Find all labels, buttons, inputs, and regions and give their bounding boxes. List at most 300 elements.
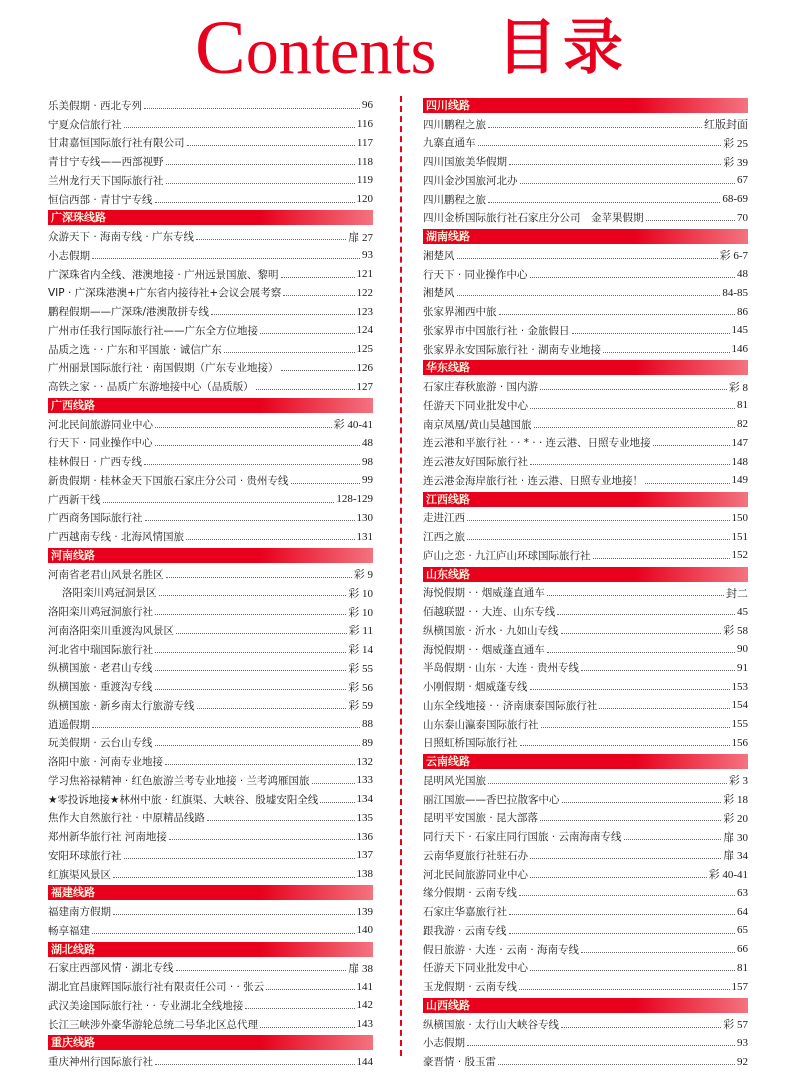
dot-leader xyxy=(144,108,360,109)
toc-entry[interactable] xyxy=(423,584,748,603)
toc-entry[interactable] xyxy=(423,659,748,678)
toc-entry[interactable] xyxy=(48,902,373,921)
dot-leader xyxy=(547,595,724,596)
entry-page: 70 xyxy=(737,211,748,224)
toc-entry[interactable] xyxy=(423,246,748,265)
toc-entry[interactable] xyxy=(423,865,748,884)
entry-title: 河北民间旅游同业中心 xyxy=(48,418,153,431)
dot-leader xyxy=(260,333,355,334)
section-header xyxy=(48,546,373,565)
entry-page: 92 xyxy=(737,1055,748,1068)
toc-entry[interactable] xyxy=(423,265,748,284)
toc-entry[interactable] xyxy=(48,490,373,509)
entry-title: 郑州新华旅行社 河南地接 xyxy=(48,831,167,844)
toc-entry[interactable] xyxy=(423,959,748,978)
toc-entry[interactable] xyxy=(423,809,748,828)
toc-entry[interactable] xyxy=(48,96,373,115)
dot-leader xyxy=(186,539,354,540)
entry-page: 彩 55 xyxy=(348,662,373,675)
section-header xyxy=(48,940,373,959)
entry-page: 彩 39 xyxy=(723,156,748,169)
toc-entry[interactable] xyxy=(423,134,748,153)
toc-entry[interactable] xyxy=(48,584,373,603)
toc-entry[interactable] xyxy=(423,602,748,621)
dot-leader xyxy=(457,295,721,296)
dot-leader xyxy=(145,520,355,521)
toc-entry[interactable] xyxy=(48,696,373,715)
section-header xyxy=(423,359,748,378)
toc-entry[interactable] xyxy=(48,265,373,284)
dot-leader xyxy=(266,989,354,990)
entry-page: 彩 9 xyxy=(353,569,373,582)
entry-title: 行天下 · 同业操作中心 xyxy=(48,437,153,450)
entry-title: 张家界永安国际旅行社 · 湖南专业地接 xyxy=(423,343,602,356)
toc-entry[interactable] xyxy=(423,546,748,565)
section-title: 湖南线路 xyxy=(423,229,748,244)
dot-leader xyxy=(488,127,702,128)
dot-leader xyxy=(155,1064,355,1065)
dot-leader xyxy=(581,952,735,953)
toc-entry[interactable] xyxy=(48,1015,373,1034)
toc-entry[interactable] xyxy=(423,790,748,809)
entry-title: 连云港和平旅行社 · · * · · 连云港、日照专业地接 xyxy=(423,437,651,450)
entry-title: 山东全线地接 · · 济南康泰国际旅行社 xyxy=(423,699,598,712)
dot-leader xyxy=(557,614,735,615)
section-header xyxy=(48,396,373,415)
dot-leader xyxy=(124,127,355,128)
entry-title: 鹏程假期——广深珠/港澳散拼专线 xyxy=(48,306,210,319)
toc-entry[interactable] xyxy=(48,827,373,846)
entry-page: 彩 40-41 xyxy=(708,869,748,882)
entry-page: 131 xyxy=(356,530,373,543)
entry-title: 半岛假期 · 山东 · 大连 · 贵州专线 xyxy=(423,662,580,675)
dot-leader xyxy=(155,745,360,746)
entry-title: 高铁之家 · · 品质广东游地接中心（品质版） xyxy=(48,381,254,394)
dot-leader xyxy=(155,652,346,653)
toc-entry[interactable] xyxy=(48,677,373,696)
entry-page: 96 xyxy=(362,99,373,112)
toc-entry[interactable] xyxy=(48,659,373,678)
toc-entry[interactable] xyxy=(423,471,748,490)
entry-title: ★零投诉地接★林州中旅 · 红旗渠、大峡谷、殷墟安阳全线 xyxy=(48,793,319,806)
page-header xyxy=(0,0,800,92)
dot-leader xyxy=(645,483,729,484)
dot-leader xyxy=(124,858,355,859)
entry-title: 石家庄华嘉旅行社 xyxy=(423,906,507,919)
title-chinese: 目录 xyxy=(497,13,629,83)
entry-page: 彩 10 xyxy=(348,606,373,619)
entry-page: 彩 8 xyxy=(728,381,748,394)
dot-leader xyxy=(196,239,346,240)
dot-leader xyxy=(530,970,735,971)
toc-entry[interactable] xyxy=(48,565,373,584)
toc-entry[interactable] xyxy=(423,115,748,134)
section-title: 云南线路 xyxy=(423,754,748,769)
entry-title: 重庆神州行国际旅行社 xyxy=(48,1056,153,1069)
section-header xyxy=(423,227,748,246)
section-header xyxy=(423,752,748,771)
entry-title: 同行天下 · 石家庄同行国旅 · 云南海南专线 xyxy=(423,831,622,844)
entry-page: 156 xyxy=(731,736,748,749)
entry-page: 彩 3 xyxy=(728,775,748,788)
entry-page: 143 xyxy=(356,1018,373,1031)
dot-leader xyxy=(113,877,355,878)
entry-title: 纵横国旅 · 新乡南太行旅游专线 xyxy=(48,699,195,712)
toc-entry[interactable] xyxy=(48,527,373,546)
toc-entry[interactable] xyxy=(48,302,373,321)
toc-entry[interactable] xyxy=(423,209,748,228)
toc-entry[interactable] xyxy=(48,846,373,865)
entry-page: 彩 20 xyxy=(723,812,748,825)
dot-leader xyxy=(291,483,360,484)
toc-entry[interactable] xyxy=(48,152,373,171)
dot-leader xyxy=(467,520,730,521)
toc-entry[interactable] xyxy=(48,809,373,828)
section-title: 四川线路 xyxy=(423,98,748,113)
toc-entry[interactable] xyxy=(423,884,748,903)
entry-title: 恒信西部 · 青甘宁专线 xyxy=(48,193,153,206)
entry-title: 广西越南专线 · 北海风情国旅 xyxy=(48,531,185,544)
section-title: 重庆线路 xyxy=(48,1035,373,1050)
entry-title: 南京凤凰/黄山昊越国旅 xyxy=(423,418,532,431)
entry-title: 乐美假期 · 西北专列 xyxy=(48,99,143,112)
dot-leader xyxy=(530,277,735,278)
toc-entry[interactable] xyxy=(48,434,373,453)
entry-page: 81 xyxy=(737,961,748,974)
entry-title: 张家界湘西中旅 xyxy=(423,306,497,319)
toc-entry[interactable] xyxy=(423,190,748,209)
entry-page: 153 xyxy=(731,680,748,693)
toc-entry[interactable] xyxy=(423,734,748,753)
entry-page: 121 xyxy=(356,268,373,281)
entry-title: 九寨直通车 xyxy=(423,137,476,150)
entry-title: 缘分假期 · 云南专线 xyxy=(423,887,518,900)
toc-entry[interactable] xyxy=(48,190,373,209)
toc-entry[interactable] xyxy=(423,621,748,640)
toc-entry[interactable] xyxy=(423,921,748,940)
entry-page: 彩 56 xyxy=(348,681,373,694)
toc-entry[interactable] xyxy=(423,171,748,190)
entry-page: 98 xyxy=(362,455,373,468)
entry-page: 137 xyxy=(356,849,373,862)
toc-entry[interactable] xyxy=(423,152,748,171)
entry-page: 157 xyxy=(731,980,748,993)
toc-entry[interactable] xyxy=(48,321,373,340)
entry-page: 119 xyxy=(356,174,373,187)
dot-leader xyxy=(166,164,355,165)
section-title: 华东线路 xyxy=(423,360,748,375)
toc-entry[interactable] xyxy=(48,602,373,621)
toc-entry[interactable] xyxy=(48,921,373,940)
entry-title: 纵横国旅 · 沂水 · 九如山专线 xyxy=(423,624,559,637)
section-title: 福建线路 xyxy=(48,885,373,900)
section-header xyxy=(48,884,373,903)
dot-leader xyxy=(245,1008,354,1009)
entry-title: 石家庄春秋旅游 · 国内游 xyxy=(423,381,539,394)
toc-entry[interactable] xyxy=(423,340,748,359)
entry-title: 湘楚风 xyxy=(423,287,455,300)
entry-title: 佰越联盟 · · 大连、山东专线 xyxy=(423,606,556,619)
toc-entry[interactable] xyxy=(423,377,748,396)
section-title: 江西线路 xyxy=(423,492,748,507)
dot-leader xyxy=(653,445,730,446)
dot-leader xyxy=(530,689,730,690)
entry-page: 150 xyxy=(731,511,748,524)
entry-page: 彩 59 xyxy=(348,700,373,713)
toc-entry[interactable] xyxy=(48,284,373,303)
dot-leader xyxy=(498,1064,735,1065)
entry-title: 焦作大自然旅行社 · 中原精品线路 xyxy=(48,812,206,825)
dot-leader xyxy=(155,445,360,446)
entry-title: 任游天下同业批发中心 xyxy=(423,962,528,975)
entry-title: 纵横国旅 · 太行山大峡谷专线 xyxy=(423,1018,560,1031)
dot-leader xyxy=(520,183,736,184)
right-column xyxy=(423,96,748,1071)
dot-leader xyxy=(561,1027,721,1028)
entry-title: 连云港金海岸旅行社 · 连云港、日照专业地接！ xyxy=(423,474,644,487)
entry-page: 155 xyxy=(731,718,748,731)
entry-title: 学习焦裕禄精神 · 红色旅游兰考专业地接 · 兰考鸿雁国旅 xyxy=(48,774,310,787)
toc-entry[interactable] xyxy=(48,640,373,659)
entry-title: 张家界市中国旅行社 · 金旅假日 xyxy=(423,324,570,337)
toc-entry[interactable] xyxy=(423,940,748,959)
dot-leader xyxy=(547,652,735,653)
dot-leader xyxy=(283,295,354,296)
entry-title: 海悦假期 · · 烟威蓬直通车 xyxy=(423,587,545,600)
entry-title: 海悦假期 · · 烟威蓬直通车 xyxy=(423,643,545,656)
entry-title: 纵横国旅 · 重渡沟专线 xyxy=(48,681,153,694)
entry-title: 任游天下同业批发中心 xyxy=(423,399,528,412)
entry-title: 河北省中瑞国际旅行社 xyxy=(48,643,153,656)
toc-entry[interactable] xyxy=(48,452,373,471)
entry-page: 125 xyxy=(356,343,373,356)
entry-page: 91 xyxy=(737,661,748,674)
toc-entry[interactable] xyxy=(423,771,748,790)
section-title: 广深珠线路 xyxy=(48,210,373,225)
dot-leader xyxy=(457,258,718,259)
entry-page: 145 xyxy=(731,324,748,337)
entry-title: 丽江国旅——香巴拉散客中心 xyxy=(423,793,560,806)
dot-leader xyxy=(281,277,355,278)
entry-title: 长江三峡涉外豪华游轮总统二号华北区总代理 xyxy=(48,1018,258,1031)
dot-leader xyxy=(562,802,722,803)
toc-entry[interactable] xyxy=(48,771,373,790)
toc-entry[interactable] xyxy=(48,621,373,640)
dot-leader xyxy=(165,764,354,765)
entry-page: 99 xyxy=(362,474,373,487)
section-title: 广西线路 xyxy=(48,398,373,413)
dot-leader xyxy=(187,145,355,146)
dot-leader xyxy=(197,708,347,709)
dot-leader xyxy=(581,670,735,671)
entry-page: 84-85 xyxy=(722,286,748,299)
toc-entry[interactable] xyxy=(48,509,373,528)
entry-page: 彩 57 xyxy=(723,1019,748,1032)
dot-leader xyxy=(540,820,721,821)
section-header xyxy=(423,996,748,1015)
entry-page: 128-129 xyxy=(336,493,373,506)
toc-entry[interactable] xyxy=(423,396,748,415)
dot-leader xyxy=(92,258,360,259)
dot-leader xyxy=(509,914,735,915)
toc-entry[interactable] xyxy=(48,171,373,190)
entry-title: 众游天下 · 海南专线 · 广东专线 xyxy=(48,231,195,244)
entry-title: 玩美假期 · 云台山专线 xyxy=(48,737,153,750)
entry-title: 青甘宁专线——西部视野 xyxy=(48,156,164,169)
entry-page: 141 xyxy=(356,980,373,993)
toc-entry[interactable] xyxy=(423,1015,748,1034)
dot-leader xyxy=(530,877,707,878)
entry-page: 89 xyxy=(362,736,373,749)
entry-page: 151 xyxy=(731,530,748,543)
dot-leader xyxy=(92,727,360,728)
toc-entry[interactable] xyxy=(423,902,748,921)
entry-title: 河北民间旅游同业中心 xyxy=(423,868,528,881)
toc-entry[interactable] xyxy=(423,1052,748,1071)
dot-leader xyxy=(260,1027,355,1028)
entry-title: 广西新干线 xyxy=(48,493,101,506)
entry-page: 139 xyxy=(356,905,373,918)
dot-leader xyxy=(467,539,730,540)
entry-page: 134 xyxy=(356,793,373,806)
toc-entry[interactable] xyxy=(423,321,748,340)
entry-title: 洛阳中旅 · 河南专业地接 xyxy=(48,756,164,769)
entry-title: 昆明平安国旅 · 昆大部落 xyxy=(423,812,539,825)
section-title: 河南线路 xyxy=(48,548,373,563)
entry-page: 138 xyxy=(356,868,373,881)
toc-entry[interactable] xyxy=(48,415,373,434)
toc-entry[interactable] xyxy=(48,246,373,265)
entry-title: 四川金沙国旅河北办 xyxy=(423,174,518,187)
toc-entry[interactable] xyxy=(423,302,748,321)
entry-title: 行天下 · 同业操作中心 xyxy=(423,268,528,281)
entry-title: 四川鹏程之旅 xyxy=(423,118,486,131)
dot-leader xyxy=(144,464,360,465)
entry-page: 扉 38 xyxy=(348,962,373,975)
toc-entry[interactable] xyxy=(48,471,373,490)
entry-page: 82 xyxy=(737,418,748,431)
dot-leader xyxy=(103,502,335,503)
toc-entry[interactable] xyxy=(48,359,373,378)
entry-page: 90 xyxy=(737,643,748,656)
toc-entry[interactable] xyxy=(423,677,748,696)
entry-title: 品质之选 · · 广东和平国旅 · 诚信广东 xyxy=(48,343,222,356)
entry-page: 118 xyxy=(356,155,373,168)
entry-page: 扉 30 xyxy=(723,831,748,844)
toc-entry[interactable] xyxy=(48,1052,373,1071)
entry-title: 逍遥假期 xyxy=(48,718,90,731)
toc-entry[interactable] xyxy=(423,640,748,659)
dot-leader xyxy=(166,183,355,184)
entry-page: 135 xyxy=(356,811,373,824)
entry-title: 四川金桥国际旅行社石家庄分公司 金苹果假期 xyxy=(423,212,644,225)
title-rest: ontents xyxy=(245,15,437,88)
toc-entry[interactable] xyxy=(423,977,748,996)
entry-title: 广深珠省内全线、港澳地接 · 广州远景国旅、黎明 xyxy=(48,268,279,281)
entry-title: 湖北宜昌康辉国际旅行社有限责任公司 · · 张云 xyxy=(48,981,265,994)
dot-leader xyxy=(599,708,729,709)
entry-title: 跟我游 · 云南专线 xyxy=(423,924,507,937)
dot-leader xyxy=(530,408,735,409)
toc-entry[interactable] xyxy=(423,715,748,734)
entry-title: 四川鹏程之旅 xyxy=(423,193,486,206)
toc-entry[interactable] xyxy=(48,227,373,246)
entry-title: 昆明风光国旅 xyxy=(423,774,486,787)
entry-title: 广西商务国际旅行社 xyxy=(48,512,143,525)
dot-leader xyxy=(176,633,347,634)
dot-leader xyxy=(155,202,355,203)
entry-page: 117 xyxy=(356,136,373,149)
toc-entry[interactable] xyxy=(423,509,748,528)
toc-entry[interactable] xyxy=(48,996,373,1015)
entry-page: 扉 27 xyxy=(348,231,373,244)
entry-title: 假日旅游 · 大连 · 云南 · 海南专线 xyxy=(423,943,580,956)
dot-leader xyxy=(113,914,355,915)
entry-title: 福建南方假期 xyxy=(48,906,111,919)
toc-entry[interactable] xyxy=(48,340,373,359)
dot-leader xyxy=(520,745,730,746)
entry-title: 桂林假日 · 广西专线 xyxy=(48,456,143,469)
toc-entry[interactable] xyxy=(48,865,373,884)
dot-leader xyxy=(155,427,332,428)
dot-leader xyxy=(534,427,735,428)
toc-entry[interactable] xyxy=(423,434,748,453)
toc-entry[interactable] xyxy=(423,284,748,303)
entry-title: 洛阳栾川鸡冠洞景区 xyxy=(62,587,157,600)
toc-entry[interactable] xyxy=(48,715,373,734)
entry-page: 136 xyxy=(356,830,373,843)
entry-page: 144 xyxy=(356,1055,373,1068)
toc-entry[interactable] xyxy=(423,527,748,546)
toc-entry[interactable] xyxy=(48,115,373,134)
dot-leader xyxy=(593,558,730,559)
toc-entry[interactable] xyxy=(48,959,373,978)
dot-leader xyxy=(624,839,722,840)
toc-entry[interactable] xyxy=(48,377,373,396)
toc-entry[interactable] xyxy=(48,790,373,809)
entry-page: 93 xyxy=(737,1036,748,1049)
dot-leader xyxy=(312,783,355,784)
toc-entry[interactable] xyxy=(48,734,373,753)
entry-page: 124 xyxy=(356,324,373,337)
section-title: 湖北线路 xyxy=(48,942,373,957)
entry-title: 走进江西 xyxy=(423,512,465,525)
entry-page: 彩 25 xyxy=(723,137,748,150)
entry-page: 88 xyxy=(362,718,373,731)
entry-title: 河南洛阳栾川重渡沟风景区 xyxy=(48,624,174,637)
toc-entry[interactable] xyxy=(423,827,748,846)
toc-entry[interactable] xyxy=(423,452,748,471)
toc-entry[interactable] xyxy=(423,846,748,865)
entry-title: 云南华夏旅行社驻石办 xyxy=(423,849,528,862)
toc-entry[interactable] xyxy=(48,977,373,996)
dot-leader xyxy=(92,933,355,934)
dot-leader xyxy=(211,314,354,315)
entry-title: 河南省老君山风景名胜区 xyxy=(48,568,164,581)
entry-page: 64 xyxy=(737,905,748,918)
toc-entry[interactable] xyxy=(423,696,748,715)
entry-title: 宁夏众信旅行社 xyxy=(48,118,122,131)
entry-page: 45 xyxy=(737,605,748,618)
dot-leader xyxy=(488,783,727,784)
toc-entry[interactable] xyxy=(423,415,748,434)
toc-entry[interactable] xyxy=(48,752,373,771)
section-header xyxy=(423,565,748,584)
entry-page: 154 xyxy=(731,699,748,712)
toc-entry[interactable] xyxy=(423,1034,748,1053)
toc-entry[interactable] xyxy=(48,134,373,153)
dot-leader xyxy=(478,145,722,146)
